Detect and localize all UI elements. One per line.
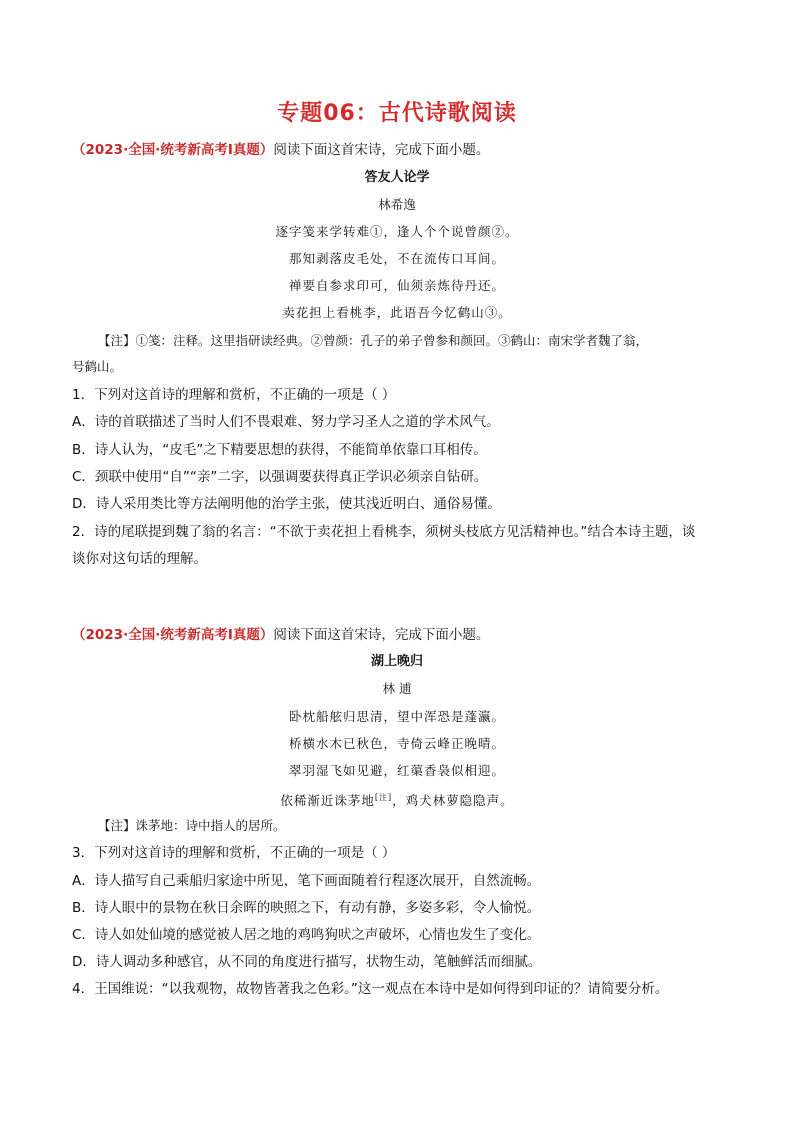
poem1-note-line-2: 号鹤山。 (72, 359, 123, 374)
question-1-option-a: A．诗的首联描述了当时人们不畏艰难、努力学习圣人之道的学术风气。 (72, 414, 500, 430)
section2-source: （2023·全国·统考新高考Ⅰ真题） (72, 627, 274, 643)
poem2-line-3: 翠羽湿飞如见避，红蕖香袅似相迎。 (288, 763, 505, 778)
poem2-line-4-part-b: ，鸡犬林萝隐隐声。 (392, 793, 514, 809)
poem1-line-3: 禅要自参求印可，仙须亲炼待丹还。 (288, 278, 505, 293)
question-3-stem: 3．下列对这首诗的理解和赏析，不正确的一项是（ ） (72, 845, 396, 861)
poem2-line-1: 卧枕船舷归思清，望中浑恐是蓬瀛。 (288, 709, 505, 724)
poem2-line-2: 桥横水木已秋色，寺倚云峰正晚晴。 (288, 736, 505, 751)
question-3-option-b: B．诗人眼中的景物在秋日余晖的映照之下，有动有静，多姿多彩，令人愉悦。 (72, 900, 541, 916)
section1-heading (72, 140, 732, 160)
poem1-note-line-1: 【注】①笺：注释。这里指研读经典。②曾颜：孔子的弟子曾参和颜回。③鹤山：南宋学者魏了翁， (98, 333, 649, 348)
section1-source: （2023·全国·统考新高考Ⅰ真题） (72, 142, 274, 158)
question-1-stem: 1．下列对这首诗的理解和赏析，不正确的一项是（ ） (72, 387, 396, 403)
poem1-title: 答友人论学 (364, 170, 430, 185)
poem2-line-4 (0, 788, 794, 811)
question-1-option-c: C．颈联中使用“自”“亲”二字，以强调要获得真正学识必须亲自钻研。 (72, 469, 488, 485)
question-3-option-c: C．诗人如处仙境的感觉被人居之地的鸡鸣狗吠之声破坏，心情也发生了变化。 (72, 927, 541, 943)
poem2-note-marker: [注] (374, 793, 393, 802)
poem1-author: 林希逸 (378, 197, 416, 212)
question-3-option-d: D．诗人调动多种感官，从不同的角度进行描写，状物生动，笔触鲜活而细腻。 (72, 954, 542, 970)
question-3-option-a: A．诗人描写自己乘船归家途中所见，笔下画面随着行程逐次展开，自然流畅。 (72, 873, 541, 889)
question-1-option-b: B．诗人认为，“皮毛”之下精要思想的获得，不能简单依靠口耳相传。 (72, 442, 487, 458)
section2-heading (72, 625, 732, 645)
poem1-line-1: 逐字笺来学转难①，逢人个个说曾颜②。 (275, 224, 519, 239)
section1-intro: 阅读下面这首宋诗，完成下面小题。 (273, 142, 490, 158)
poem2-note: 【注】诛茅地：诗中指人的居所。 (98, 818, 286, 833)
question-1-option-d: D．诗人采用类比等方法阐明他的治学主张，使其浅近明白、通俗易懂。 (72, 496, 501, 512)
question-2-line-2: 谈你对这句话的理解。 (72, 551, 207, 567)
poem2-title: 湖上晚归 (370, 654, 423, 669)
page-title: 专题06：古代诗歌阅读 (277, 101, 517, 126)
question-4: 4．王国维说：“以我观物，故物皆著我之色彩。”这一观点在本诗中是如何得到印证的？请简要分析。 (72, 981, 669, 997)
question-2-line-1: 2．诗的尾联提到魏了翁的名言：“不欲于卖花担上看桃李，须树头枝底方见活精神也。”结合本诗主题，谈 (72, 524, 696, 540)
poem2-line-4-part-a: 依稀渐近诛茅地 (280, 793, 375, 809)
poem1-line-4: 卖花担上看桃李，此语吾今忆鹤山③。 (282, 305, 512, 320)
section2-intro: 阅读下面这首宋诗，完成下面小题。 (273, 627, 490, 643)
poem2-author: 林 逋 (382, 681, 412, 696)
poem1-line-2: 那知剥落皮毛处，不在流传口耳间。 (288, 251, 505, 266)
